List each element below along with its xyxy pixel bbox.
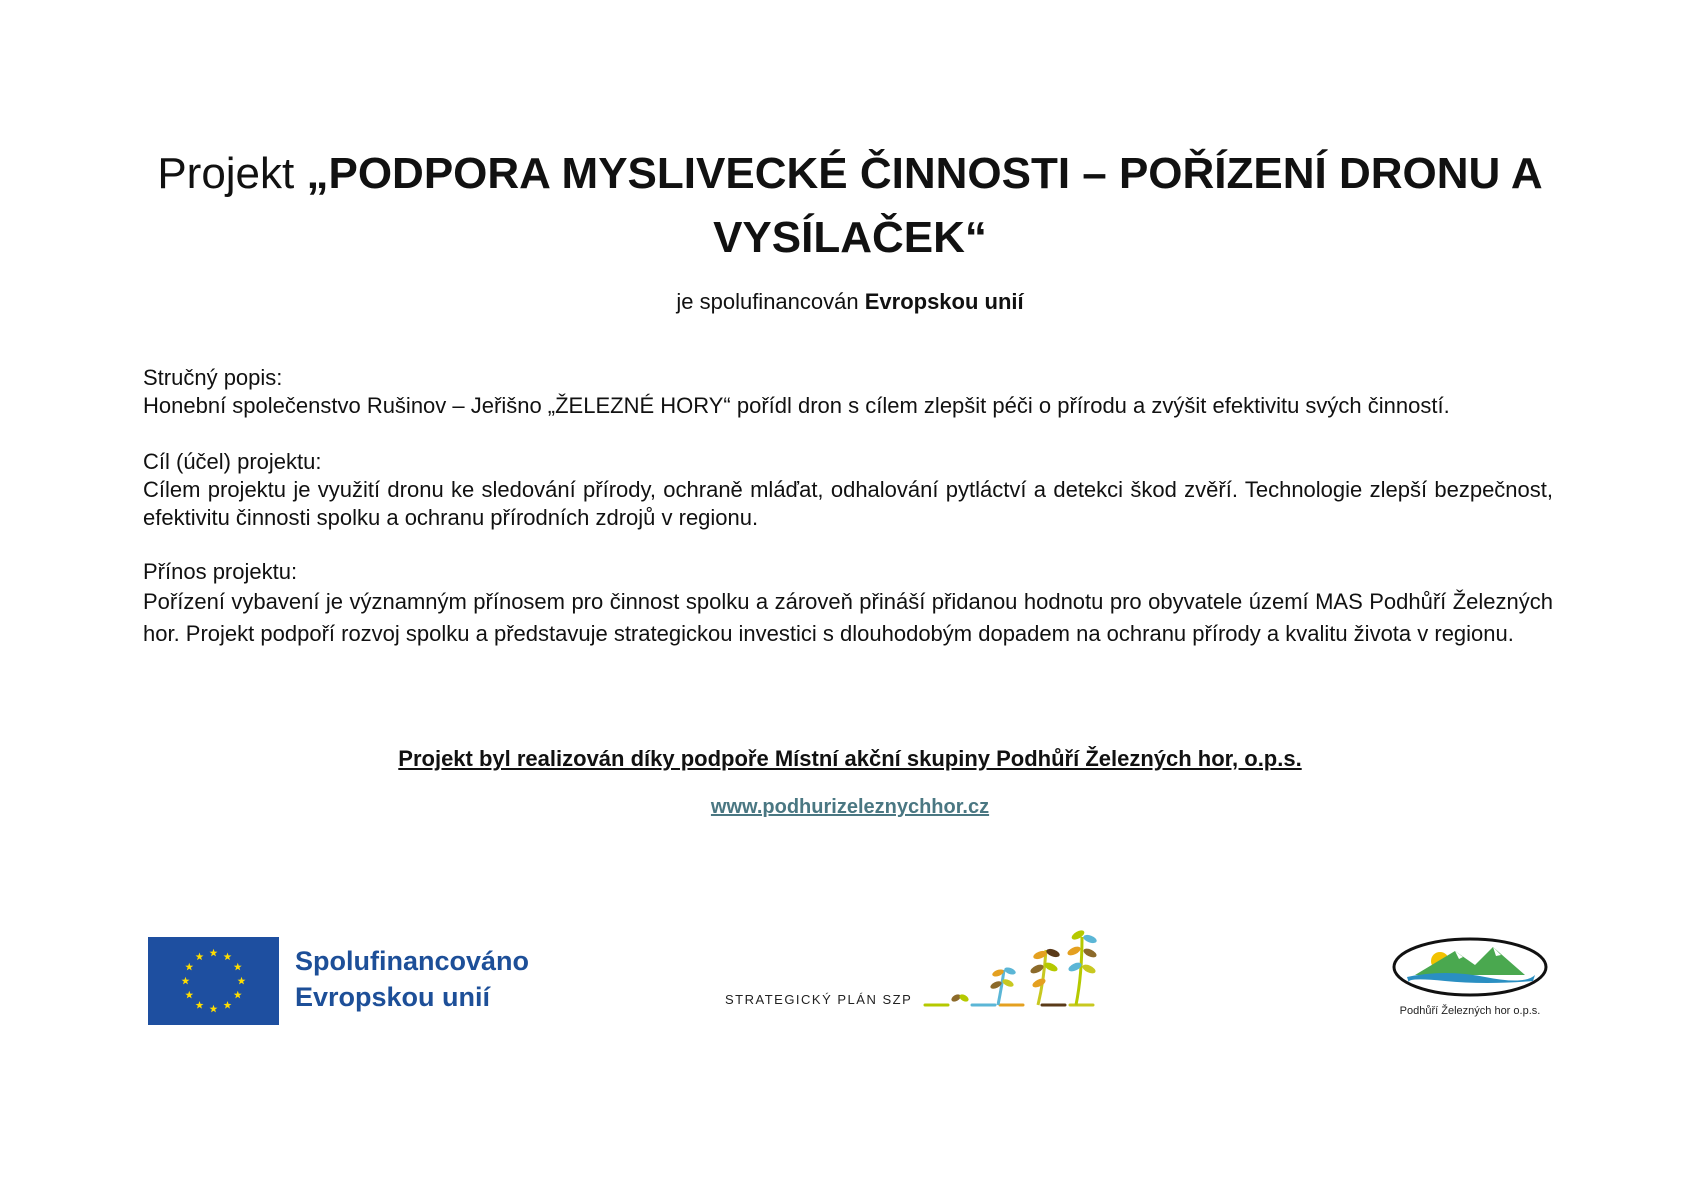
eu-cofinanced-logo	[148, 937, 558, 1027]
eu-star	[224, 1001, 232, 1009]
eu-star	[234, 991, 242, 999]
eu-logo-line2: Evropskou unií	[295, 982, 491, 1012]
mountains-icon	[1385, 935, 1555, 1005]
eu-star	[185, 963, 193, 971]
eu-star	[210, 949, 218, 957]
section-heading: Přínos projektu:	[143, 559, 298, 584]
eu-logo-text	[295, 943, 529, 1015]
eu-star	[196, 1001, 204, 1009]
section-heading: Cíl (účel) projektu:	[143, 449, 322, 474]
section-body: Honební společenstvo Rušinov – Jeřišno „ŽELEZNÉ HORY“ pořídl dron s cílem zlepšit péči o přírodu a zvýšit efektivitu svých činností.	[143, 393, 1450, 418]
page-title	[150, 142, 1550, 270]
section-benefit	[143, 558, 1553, 650]
eu-star	[238, 977, 246, 985]
eu-star	[224, 953, 232, 961]
website-link[interactable]: www.podhurizeleznychhor.cz	[710, 796, 990, 818]
title-prefix: Projekt	[157, 149, 307, 198]
section-description	[143, 364, 1553, 420]
mas-logo-text: Podhůří Železných hor o.p.s.	[1399, 1005, 1541, 1017]
subtitle-prefix: je spolufinancován	[676, 289, 865, 314]
eu-flag-icon	[148, 937, 279, 1025]
strategic-plan-logo	[725, 925, 1125, 1015]
eu-logo-line1: Spolufinancováno	[295, 946, 530, 976]
mas-logo	[1385, 935, 1555, 1025]
eu-star	[185, 991, 193, 999]
title-project-name: „PODPORA MYSLIVECKÉ ČINNOSTI – POŘÍZENÍ DRONU A VYSÍLAČEK“	[306, 149, 1543, 262]
section-heading: Stručný popis:	[143, 365, 283, 390]
subtitle-eu: Evropskou unií	[864, 289, 1024, 314]
eu-star	[234, 963, 242, 971]
support-statement: Projekt byl realizován díky podpoře Místní akční skupiny Podhůří Železných hor, o.p.s.	[398, 746, 1302, 771]
section-goal	[143, 448, 1553, 532]
section-body: Pořízení vybavení je významným přínosem pro činnost spolku a zároveň přináší přidanou hodnotu pro obyvatele území MAS Podhůří Železných hor. Projekt podpoří rozvoj spolku a představuje strategickou investici s dlouhodobým dopadem na ochranu přírody a kvalitu života v regionu.	[143, 589, 1553, 646]
strategic-plan-text: STRATEGICKÝ PLÁN SZP	[725, 992, 913, 1007]
eu-star	[210, 1005, 218, 1013]
eu-star	[196, 953, 204, 961]
eu-star	[182, 977, 190, 985]
section-body: Cílem projektu je využití dronu ke sledování přírody, ochraně mláďat, odhalování pytláctví a detekci škod zvěří. Technologie zlepší bezpečnost, efektivitu činnosti spolku a ochranu přírodních zdrojů v regionu.	[143, 477, 1553, 530]
page-subtitle	[150, 287, 1550, 317]
trees-icon	[920, 925, 1120, 1015]
